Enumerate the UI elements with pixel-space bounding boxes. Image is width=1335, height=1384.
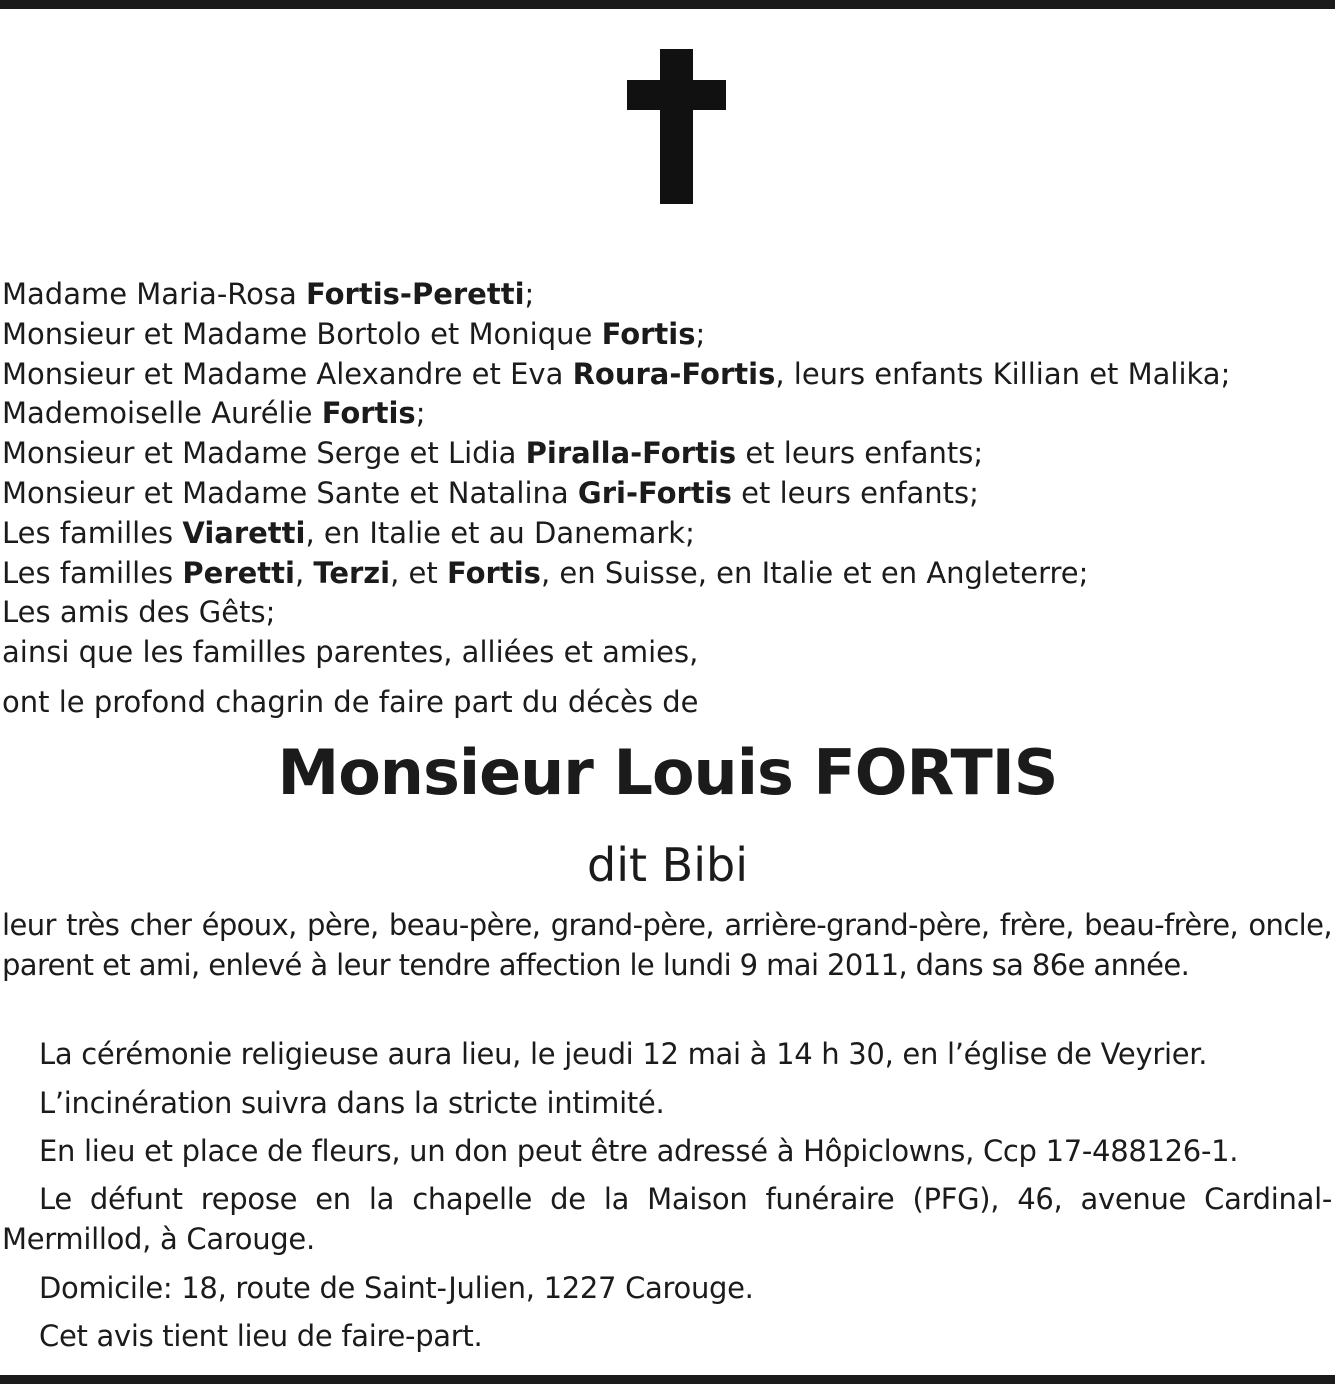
family-name: Viaretti	[182, 515, 306, 550]
mourner-text: Monsieur et Madame Bortolo et Monique	[2, 316, 602, 351]
family-name: Roura-Fortis	[572, 356, 776, 391]
mourner-text: , et	[390, 555, 447, 590]
mourner-text: Les amis des Gêts;	[2, 595, 276, 630]
incineration-paragraph: L’incinération suivra dans la stricte intimité.	[39, 1086, 665, 1120]
mourner-line	[2, 275, 1332, 315]
mourner-text: , en Italie et au Danemark;	[305, 515, 695, 550]
family-name: Fortis	[447, 555, 541, 590]
mourner-text: ;	[415, 396, 426, 431]
bottom-border-rule	[0, 1375, 1335, 1384]
cross-icon	[627, 49, 726, 204]
mourner-line	[2, 554, 1332, 594]
mourner-line	[2, 315, 1332, 355]
family-name: Gri-Fortis	[577, 475, 732, 510]
mourner-text: , en Suisse, en Italie et en Angleterre;	[540, 555, 1089, 590]
mourner-line	[2, 514, 1332, 554]
top-border-rule	[0, 0, 1335, 9]
family-name: Fortis	[321, 396, 416, 431]
mourner-line	[2, 593, 1332, 633]
domicile-paragraph: Domicile: 18, route de Saint-Julien, 1227 Carouge.	[39, 1271, 754, 1305]
family-name: Terzi	[313, 555, 391, 590]
deceased-name: Monsieur Louis FORTIS	[277, 736, 1058, 809]
mourner-text: Les familles	[2, 515, 183, 550]
family-name: Fortis-Peretti	[305, 277, 525, 311]
repose-paragraph: Le défunt repose en la chapelle de la Maison funéraire (PFG), 46, avenue Cardinal-Mermillod, à Carouge.	[2, 1182, 1332, 1256]
mourner-line	[2, 394, 1332, 434]
donation-paragraph: En lieu et place de fleurs, un don peut être adressé à Hôpiclowns, Ccp 17-488126-1.	[39, 1134, 1239, 1168]
mourner-text: Monsieur et Madame Sante et Natalina	[2, 475, 578, 510]
mourner-line	[2, 434, 1332, 474]
mourner-text: ainsi que les familles parentes, alliées et amies,	[2, 635, 699, 670]
mourner-text: et leurs enfants;	[736, 436, 984, 471]
mourner-line	[2, 633, 1332, 673]
mourner-text: ;	[695, 316, 706, 351]
announcement-line: ont le profond chagrin de faire part du décès de	[2, 685, 699, 719]
family-name: Peretti	[182, 555, 295, 590]
mourner-text: ;	[524, 277, 535, 311]
mourner-text: , leurs enfants Killian et Malika;	[775, 356, 1231, 391]
mourner-text: Les familles	[2, 555, 183, 590]
mourner-text: et leurs enfants;	[731, 475, 979, 510]
mourner-text: Mademoiselle Aurélie	[2, 396, 322, 431]
mourners-list	[2, 275, 1332, 673]
mourner-line	[2, 474, 1332, 514]
mourner-line	[2, 355, 1332, 395]
notice-paragraph: Cet avis tient lieu de faire-part.	[39, 1319, 483, 1353]
family-name: Piralla-Fortis	[525, 436, 737, 471]
ceremony-paragraph: La cérémonie religieuse aura lieu, le jeudi 12 mai à 14 h 30, en l’église de Veyrier.	[39, 1037, 1208, 1071]
mourner-text: Madame Maria-Rosa	[2, 277, 306, 311]
mourner-text: Monsieur et Madame Alexandre et Eva	[2, 356, 573, 391]
family-name: Fortis	[601, 316, 696, 351]
mourner-text: ,	[294, 555, 314, 590]
relation-paragraph: leur très cher époux, père, beau-père, grand-père, arrière-grand-père, frère, beau-frère, oncle, parent et ami, enlevé à leur tendre affection le lundi 9 mai 2011, dans sa 86e année.	[2, 908, 1332, 982]
deceased-nickname: dit Bibi	[587, 838, 748, 892]
mourner-text: Monsieur et Madame Serge et Lidia	[2, 436, 526, 471]
